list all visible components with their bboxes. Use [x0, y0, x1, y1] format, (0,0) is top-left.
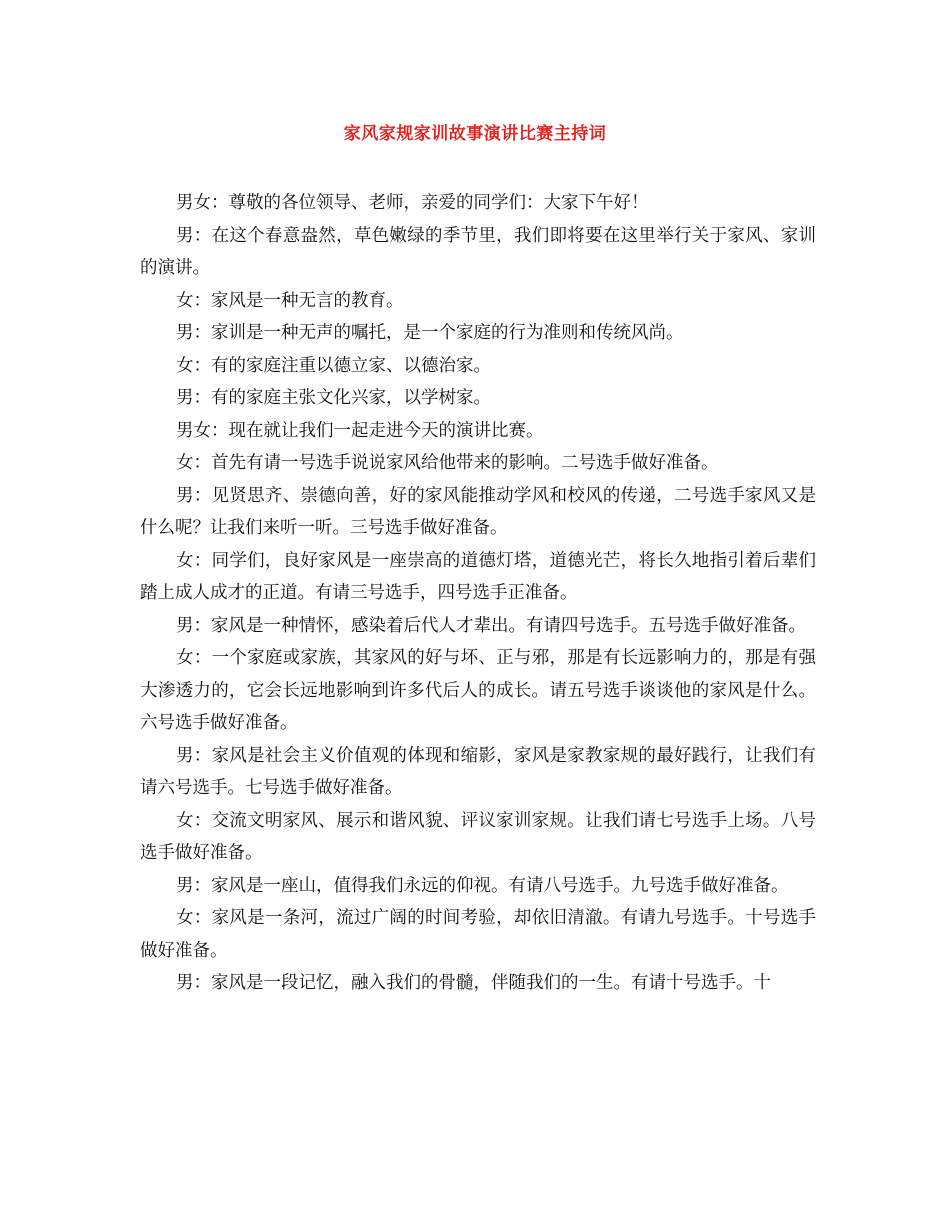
paragraph: 男女：尊敬的各位领导、老师，亲爱的同学们：大家下午好！: [176, 193, 649, 213]
paragraph: 女：首先有请一号选手说说家风给他带来的影响。二号选手做好准备。: [176, 453, 719, 473]
paragraph: 男：家风是一段记忆，融入我们的骨髓，伴随我们的一生。有请十号选手。十: [176, 973, 771, 993]
paragraph: 男：家风是社会主义价值观的体现和缩影，家风是家教家规的最好践行，让我们有请六号选手。七号选手做好准备。: [140, 745, 816, 798]
paragraph: 男：在这个春意盎然，草色嫩绿的季节里，我们即将要在这里举行关于家风、家训的演讲。: [140, 225, 816, 278]
paragraph: 女：一个家庭或家族，其家风的好与坏、正与邪，那是有长远影响力的，那是有强大渗透力的，它会长远地影响到许多代后人的成长。请五号选手谈谈他的家风是什么。六号选手做好准备。: [140, 648, 816, 733]
paragraph: 女：家风是一种无言的教育。: [176, 290, 404, 311]
paragraph: 女：同学们，良好家风是一座崇高的道德灯塔，道德光芒，将长久地指引着后辈们踏上成人成才的正道。有请三号选手，四号选手正准备。: [140, 550, 816, 603]
paragraph: 男：家风是一座山，值得我们永远的仰视。有请八号选手。九号选手做好准备。: [176, 875, 789, 896]
paragraph: 男：家训是一种无声的嘱托，是一个家庭的行为准则和传统风尚。: [176, 323, 684, 343]
paragraph: 女：交流文明家风、展示和谐风貌、评议家训家规。让我们请七号选手上场。八号选手做好准备。: [140, 810, 816, 863]
paragraph: 女：家风是一条河，流过广阔的时间考验，却依旧清澈。有请九号选手。十号选手做好准备。: [140, 908, 816, 961]
document-body: [140, 187, 816, 1000]
document-title: 家风家规家训故事演讲比赛主持词: [343, 124, 607, 144]
paragraph: 女：有的家庭注重以德立家、以德治家。: [176, 355, 491, 376]
paragraph: 男女：现在就让我们一起走进今天的演讲比赛。: [176, 420, 544, 441]
paragraph: 男：见贤思齐、崇德向善，好的家风能推动学风和校风的传递，二号选手家风又是什么呢？让我们来听一听。三号选手做好准备。: [140, 485, 816, 538]
paragraph: 男：家风是一种情怀，感染着后代人才辈出。有请四号选手。五号选手做好准备。: [176, 615, 806, 636]
paragraph: 男：有的家庭主张文化兴家，以学树家。: [176, 388, 491, 408]
